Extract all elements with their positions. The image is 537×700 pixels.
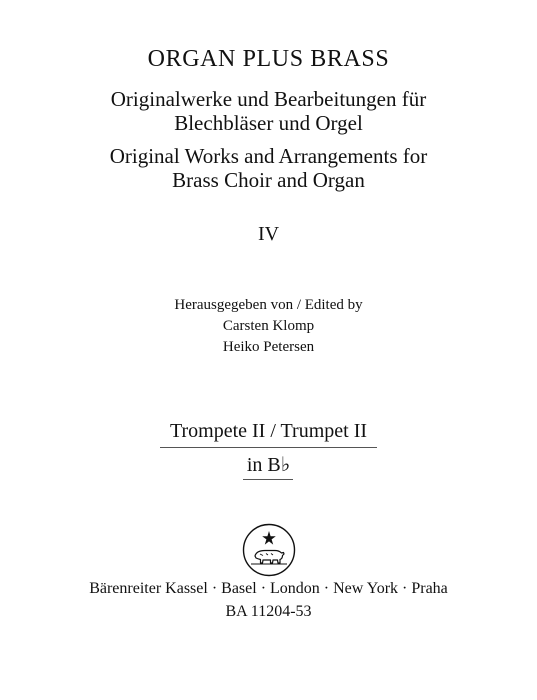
subtitle-english-line-2: Brass Choir and Organ (172, 168, 365, 192)
subtitle-german-line-1: Originalwerke und Bearbeitungen für (110, 87, 427, 111)
part-name: Trompete II / Trumpet II (169, 420, 368, 442)
part-underline (160, 447, 377, 448)
series-title: ORGAN PLUS BRASS (147, 46, 390, 72)
editor-label: Herausgegeben von / Edited by (174, 297, 363, 313)
catalog-number: BA 11204-53 (225, 603, 312, 620)
key-underline (243, 479, 293, 480)
editor-name-1: Carsten Klomp (222, 318, 315, 334)
subtitle-german-line-2: Blechbläser und Orgel (174, 111, 363, 135)
volume-number: IV (257, 223, 280, 245)
baerenreiter-bear-logo-icon (241, 522, 297, 578)
part-key: in B♭ (246, 454, 291, 476)
subtitle-english-line-1: Original Works and Arrangements for (109, 144, 428, 168)
editor-name-2: Heiko Petersen (222, 339, 315, 355)
publisher-line: Bärenreiter Kassel · Basel · London · New York · Praha (89, 580, 448, 597)
